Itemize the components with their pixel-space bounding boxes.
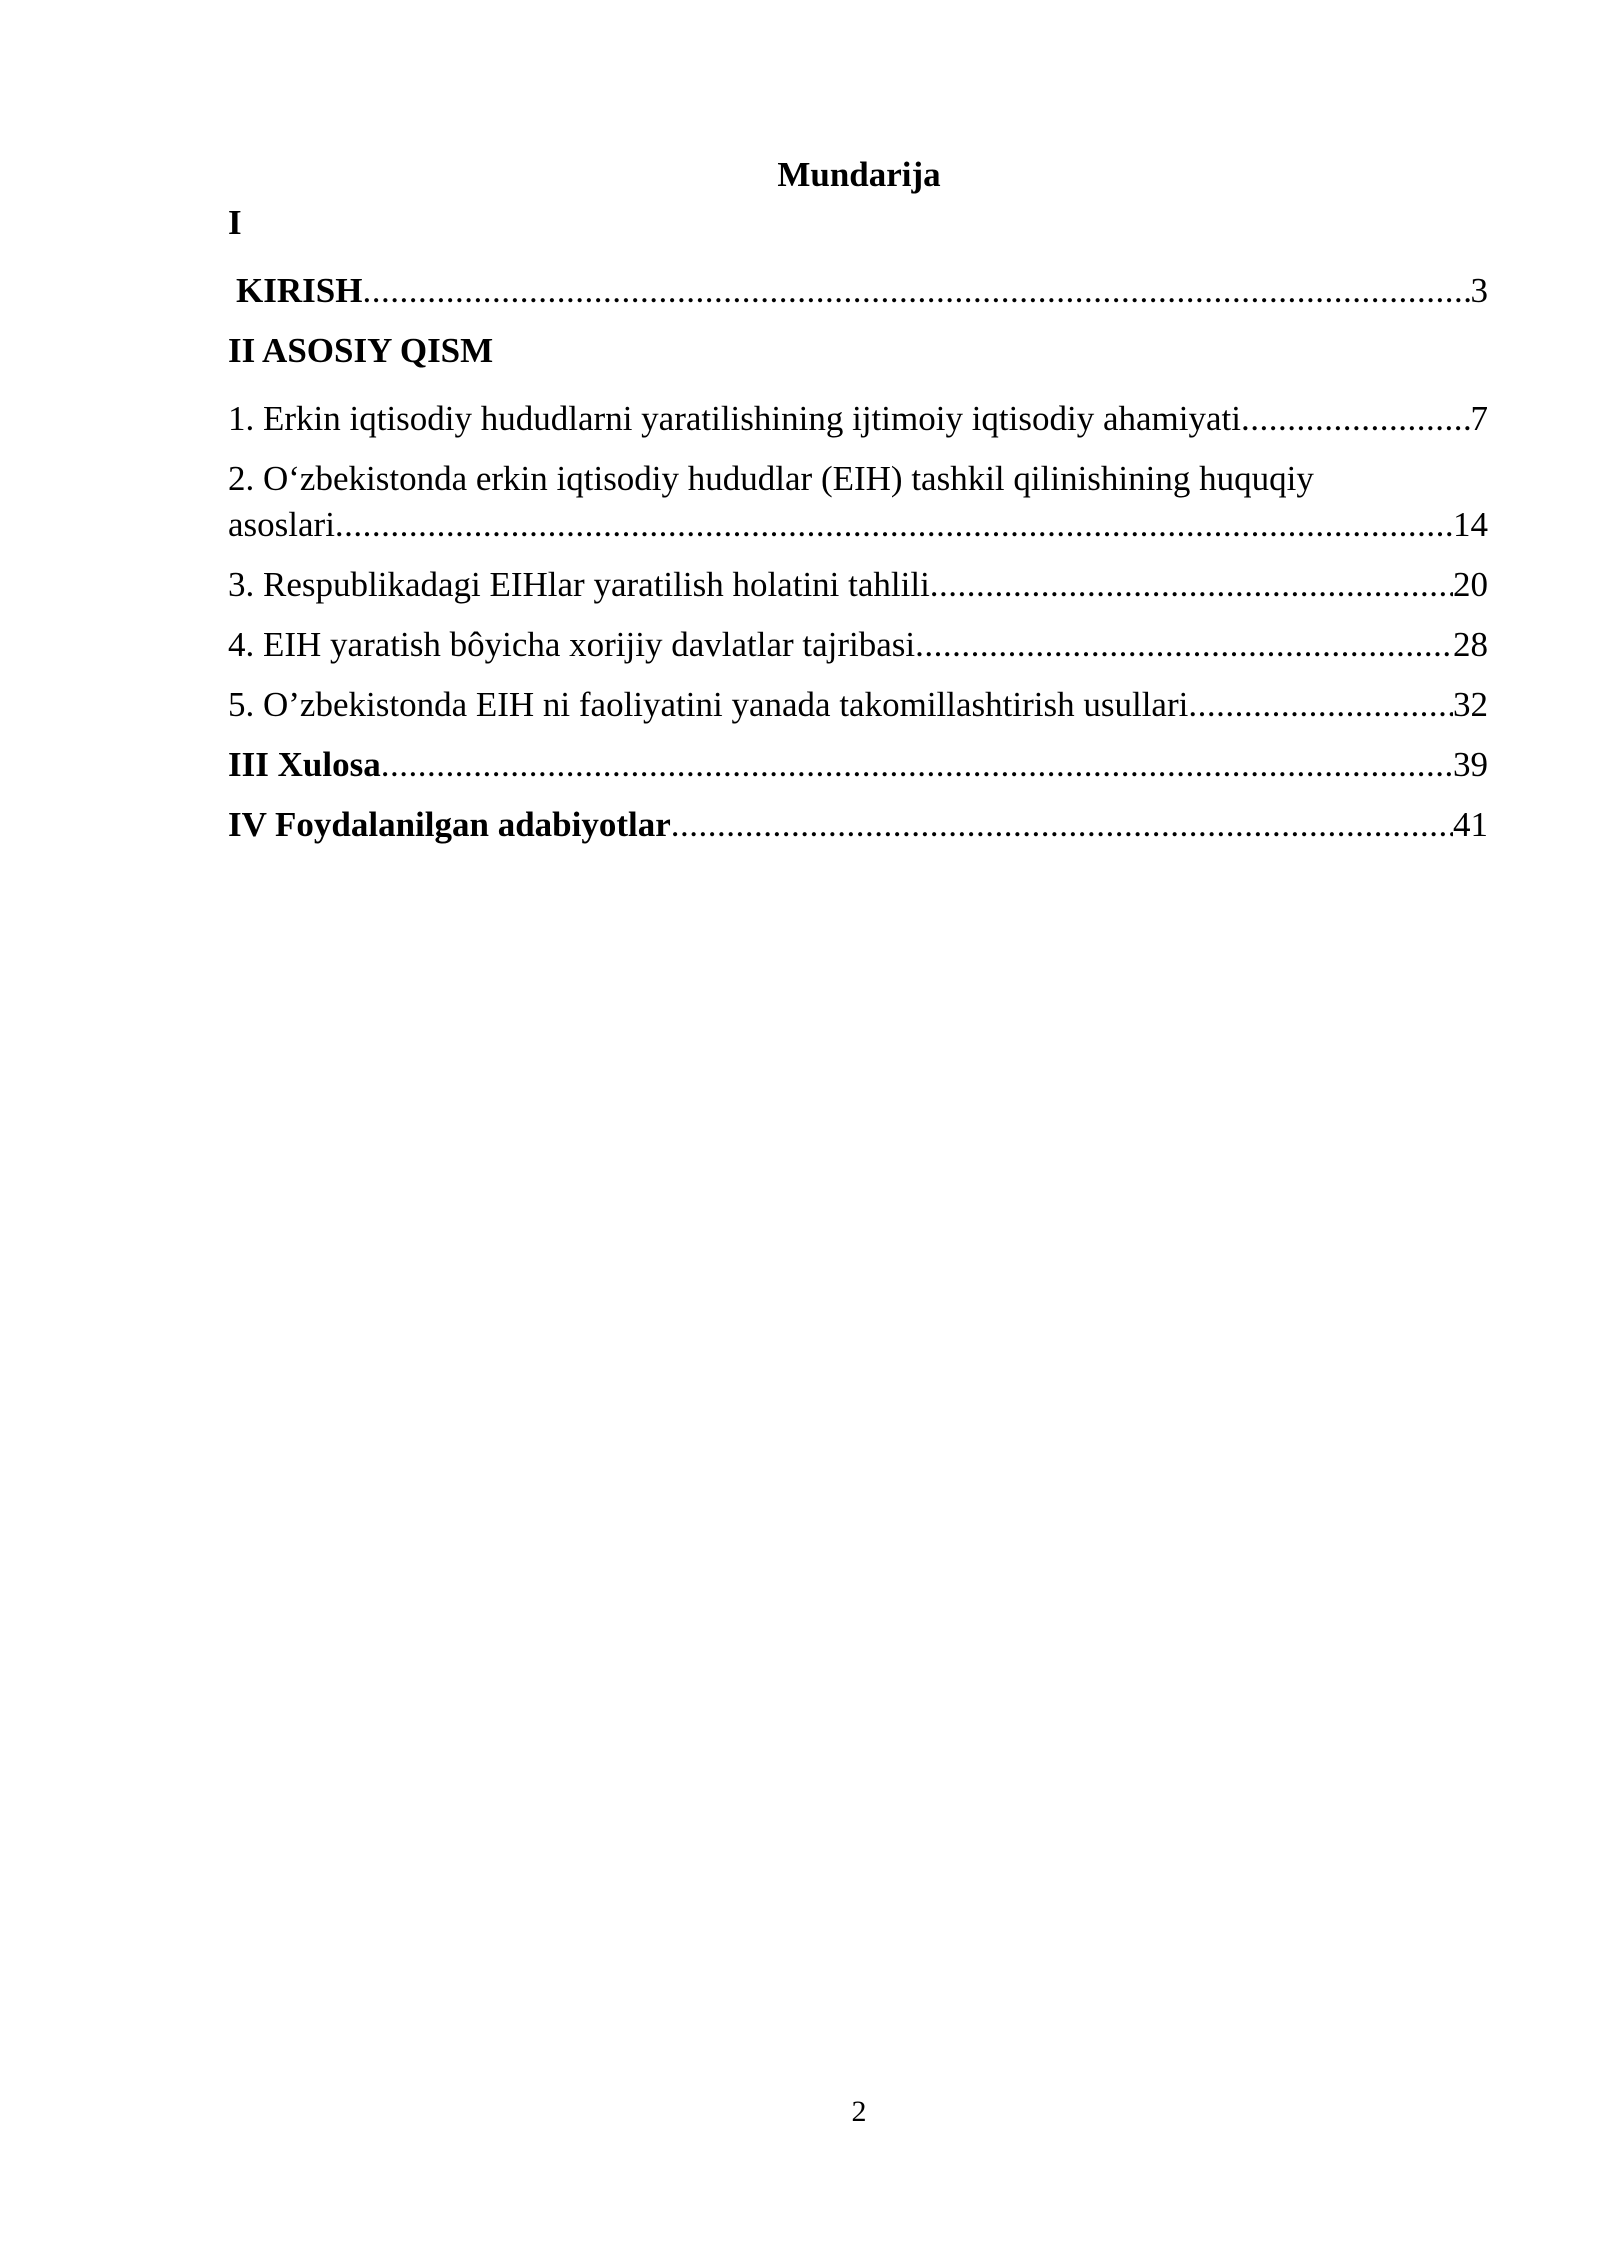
toc-part-one-numeral: I (228, 203, 242, 242)
toc-entry-label: 4. EIH yaratish bôyicha xorijiy davlatlar tajribasi (228, 625, 916, 664)
toc-entry-references[interactable] (228, 800, 1488, 850)
toc-entry-page: 14 (1453, 505, 1488, 544)
toc-entry-page: 41 (1453, 805, 1488, 844)
toc-leader-dots (335, 500, 1453, 550)
toc-entry-section-2[interactable] (228, 500, 1488, 550)
toc-entry-label: 3. Respublikadagi EIHlar yaratilish holatini tahlili (228, 565, 930, 604)
toc-part-two-heading: II ASOSIY QISM (228, 331, 494, 370)
toc-entry-section-1[interactable] (228, 394, 1488, 444)
toc-entry-section-2-line-1[interactable]: 2. O‘zbekistonda erkin iqtisodiy hududlar (EIH) tashkil qilinishining huquqiy (228, 459, 1314, 498)
toc-entry-label: KIRISH (236, 271, 363, 310)
toc-entry-page: 32 (1453, 685, 1488, 724)
toc-leader-dots (930, 560, 1453, 610)
document-title: Mundarija (777, 155, 941, 194)
toc-entry-conclusion[interactable] (228, 740, 1488, 790)
toc-leader-dots (671, 800, 1453, 850)
page-number: 2 (851, 2095, 867, 2128)
toc-entry-section-3[interactable] (228, 560, 1488, 610)
toc-entry-section-4[interactable] (228, 620, 1488, 670)
toc-entry-label: asoslari (228, 505, 335, 544)
toc-leader-dots (1188, 680, 1453, 730)
toc-leader-dots (915, 620, 1453, 670)
toc-entry-page: 20 (1453, 565, 1488, 604)
toc-entry-section-5[interactable] (228, 680, 1488, 730)
toc-leader-dots (1241, 394, 1471, 444)
toc-leader-dots (362, 266, 1470, 316)
toc-entry-page: 3 (1470, 271, 1488, 310)
toc-entry-intro[interactable] (228, 266, 1488, 316)
toc-entry-label: IV Foydalanilgan adabiyotlar (228, 805, 671, 844)
toc-entry-label: 5. O’zbekistonda EIH ni faoliyatini yanada takomillashtirish usullari (228, 685, 1189, 724)
toc-leader-dots (381, 740, 1453, 790)
toc-entry-label: III Xulosa (228, 745, 381, 784)
toc-entry-page: 39 (1453, 745, 1488, 784)
toc-entry-page: 28 (1453, 625, 1488, 664)
toc-entry-page: 7 (1470, 399, 1488, 438)
toc-entry-label: 1. Erkin iqtisodiy hududlarni yaratilishining ijtimoiy iqtisodiy ahamiyati (228, 399, 1241, 438)
